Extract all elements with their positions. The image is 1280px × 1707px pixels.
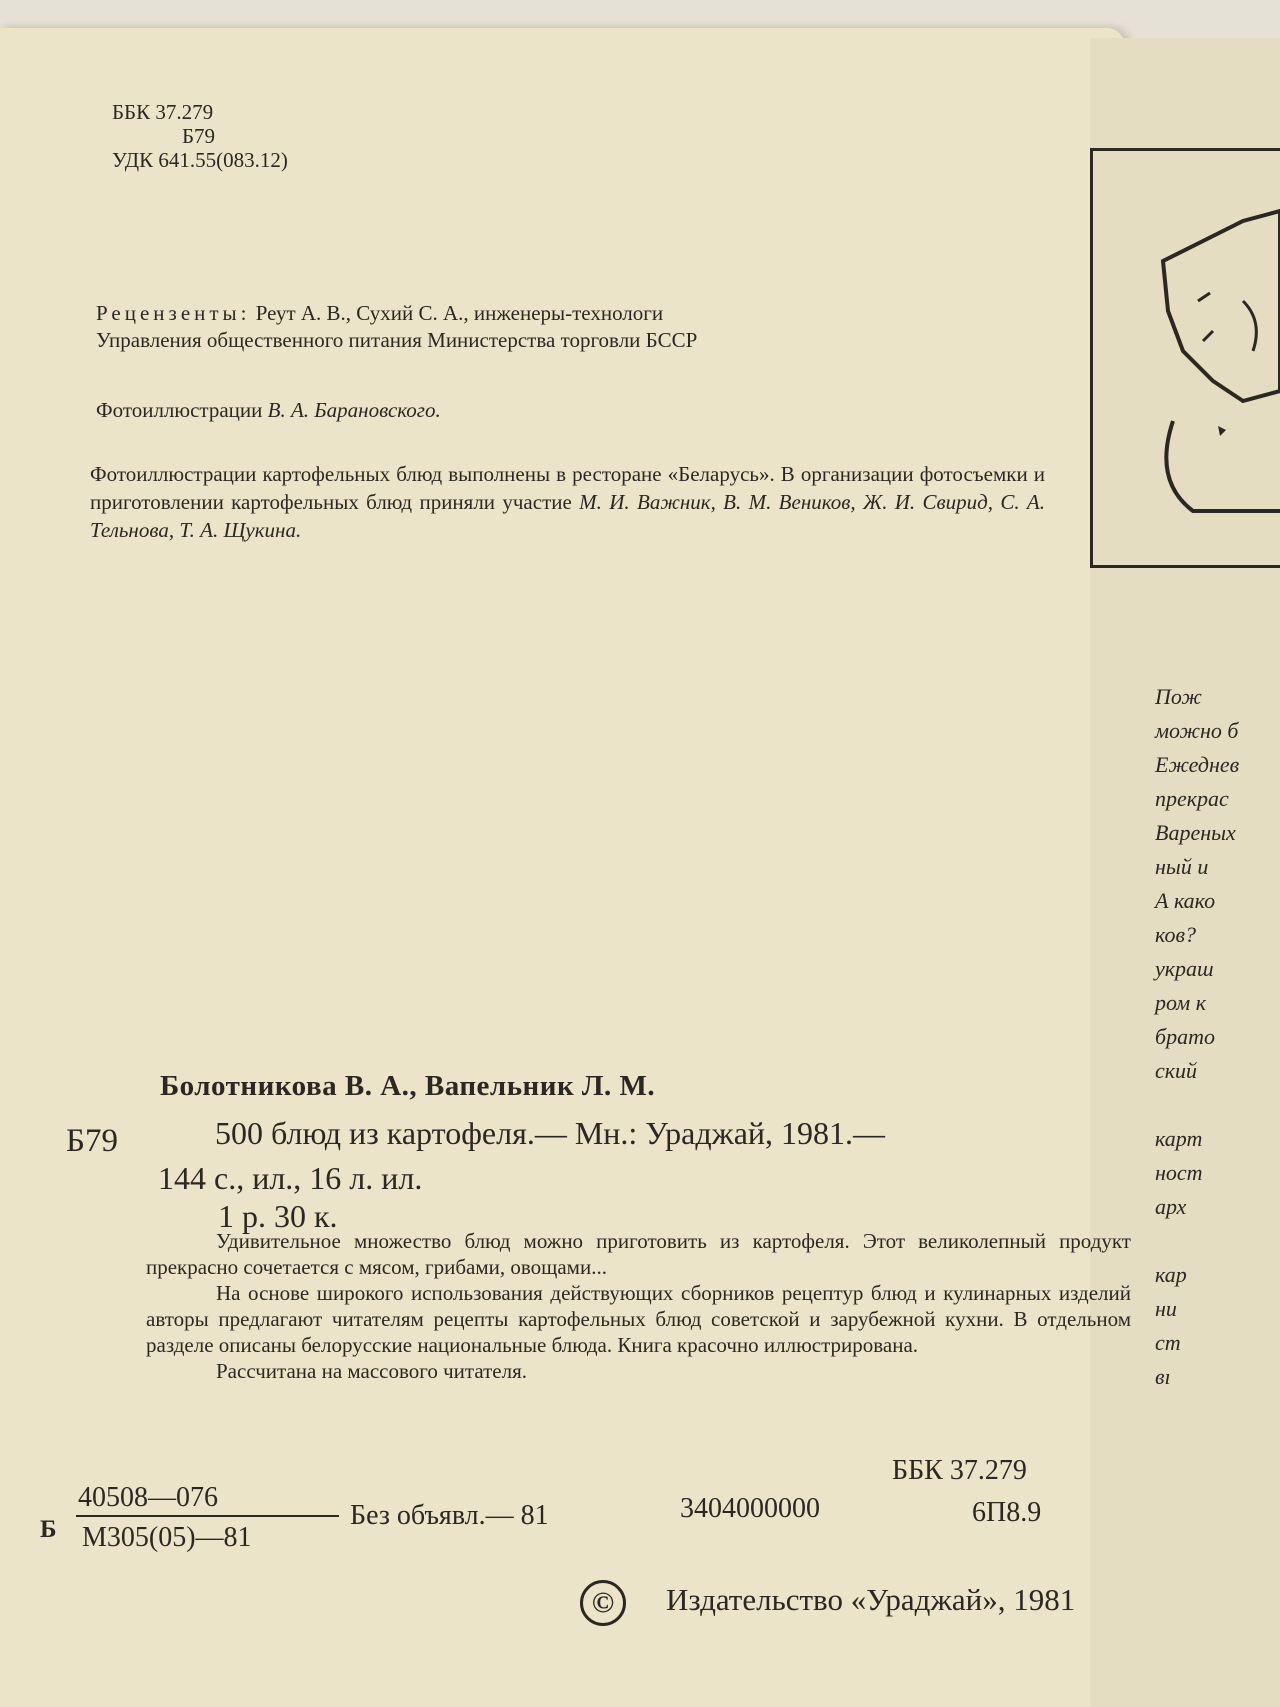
photo-credit-name: В. А. Барановского. [267,398,441,422]
imprint-bbk-code: 6П8.9 [972,1497,1042,1528]
imprint-isbn: 3404000000 [680,1493,820,1524]
annotation-paragraph: Удивительное множество блюд можно приготовить из картофеля. Этот великолепный продукт прекрасно сочетается с мясом, грибами, овощами... [146,1229,1131,1279]
record-pages: 144 с., ил., 16 л. ил. [158,1160,423,1196]
photo-note-text: Фотоиллюстрации картофельных блюд выполнены в ресторане «Беларусь». В организации фотосъемки и приготовлении картофельных блюд приняли участие [90,462,1045,514]
annotation-paragraph: Рассчитана на массового читателя. [216,1359,528,1383]
fragment-line [1155,1088,1239,1122]
imprint-fraction-line [76,1515,339,1517]
fragment-line: ст [1155,1330,1181,1355]
photo-note [90,460,1045,544]
fragment-line: ни [1155,1296,1177,1321]
fragment-line: брато [1155,1024,1215,1049]
publisher-line: Издательство «Ураджай», 1981 [666,1582,1076,1617]
fragment-line: А како [1155,888,1216,913]
photo-credit [96,398,441,423]
reviewers-organization: Управления общественного питания Министерства торговли БССР [96,328,698,352]
fragment-line: ский [1155,1058,1198,1083]
fragment-line: украш [1155,956,1214,981]
fragment-line: кар [1155,1262,1187,1287]
fragment-line: прекрас [1155,786,1229,811]
annotation-paragraph: На основе широкого использования действующих сборников рецептур блюд и кулинарных изделий авторы предлагают читателям рецепты картофельных блюд советской и зарубежной кухни. В отдельном разделе описаны белорусские национальные блюда. Книга красочно иллюстрирована. [146,1281,1131,1357]
illustration-frame [1090,148,1280,568]
author-mark: Б79 [182,124,216,148]
bbk-code: ББК 37.279 [112,100,214,124]
fragment-line: карт [1155,1126,1203,1151]
fragment-line: Пож [1155,684,1202,709]
fragment-line: ност [1155,1160,1203,1185]
fragment-line: Ежеднев [1155,752,1240,777]
right-page-text-fragment [1155,680,1239,1394]
imprint-no-ad: Без объявл.— 81 [350,1500,549,1531]
imprint-bbk: ББК 37.279 [892,1455,1027,1486]
record-code: Б79 [66,1123,118,1159]
photo-note-names: М. И. Важник, В. М. Веников, Ж. И. Свирид, С. А. Тельнова, Т. А. Щукина. [90,490,1046,542]
imprint-denominator: М305(05)—81 [82,1522,252,1553]
imprint-letter: Б [40,1516,57,1543]
catalog-codes [112,100,288,172]
record-price: 1 р. 30 к. [218,1198,338,1234]
reviewers-block [96,300,1021,354]
fragment-line: вı [1155,1364,1171,1389]
imprint-numerator: 40508—076 [78,1482,218,1513]
fragment-line: ков? [1155,922,1197,947]
fragment-line: ром к [1155,990,1206,1015]
record-annotation [146,1228,1131,1384]
reviewers-label: Рецензенты: [96,301,251,325]
copyright-icon: © [580,1580,626,1626]
udk-code: УДК 641.55(083.12) [112,148,288,172]
fragment-line: ный и [1155,854,1209,879]
record-title: 500 блюд из картофеля.— Мн.: Ураджай, 1981.— [215,1115,886,1151]
fragment-line: арх [1155,1194,1187,1219]
photo-credit-label: Фотоиллюстрации [96,398,263,422]
fragment-line: Вареных [1155,820,1236,845]
fragment-line [1155,1224,1239,1258]
fragment-line: можно б [1155,718,1239,743]
potato-illustration [1093,151,1280,565]
record-authors: Болотникова В. А., Вапельник Л. М. [160,1070,656,1102]
reviewers-names: Реут А. В., Сухий С. А., инженеры-технологи [255,301,664,325]
